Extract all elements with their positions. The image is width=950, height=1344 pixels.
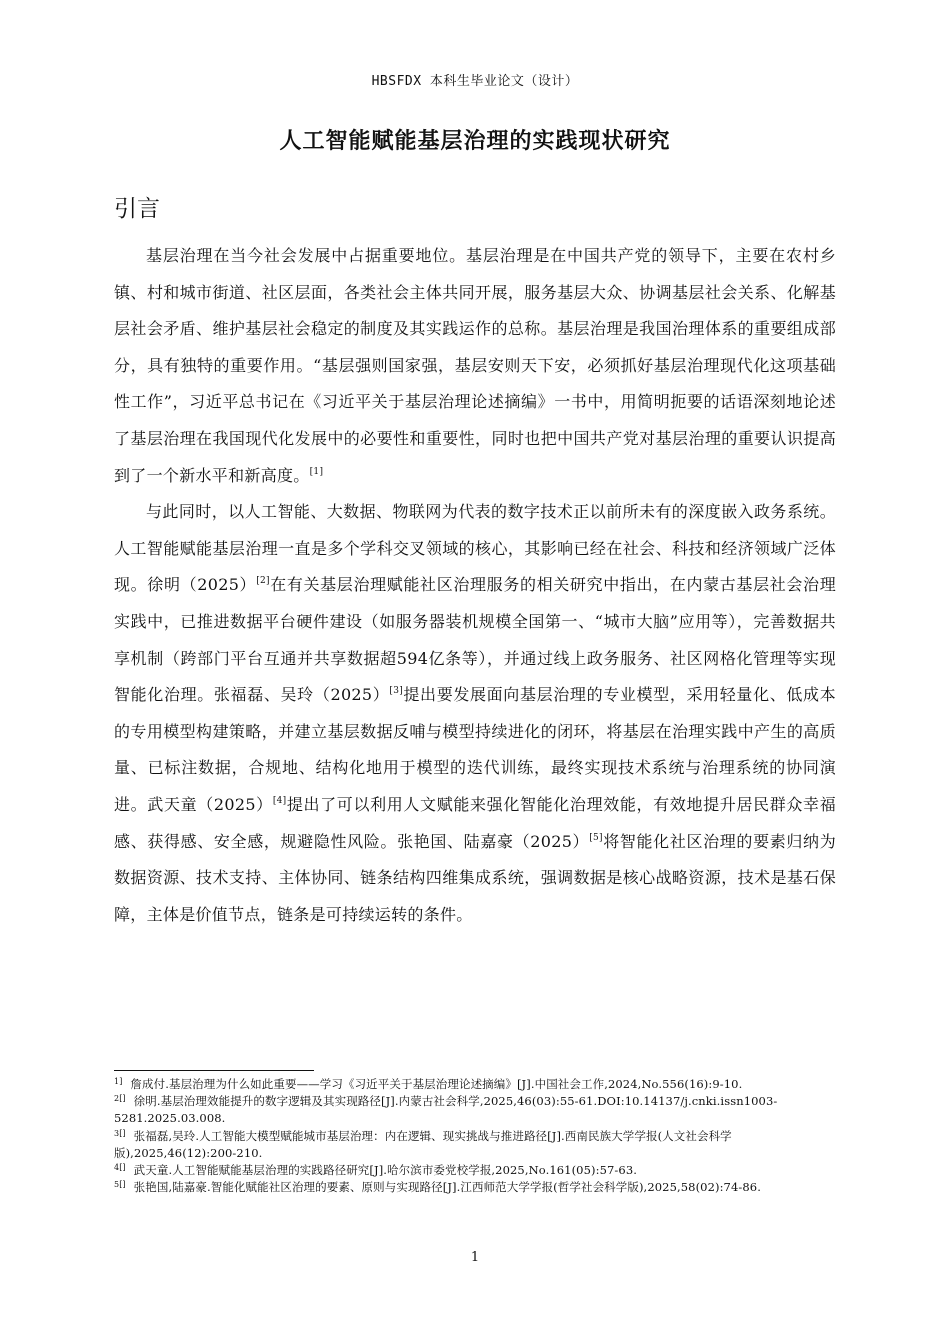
paragraph-2-segment-5: 将智能化社区治理的要素归纳为数据资源、技术支持、主体协同、链条结构四维集成系统，强调数据是核心战略资源，技术是基石保障，主体是价值节点，链条是可持续运转的条件。 [114,831,836,924]
citation-3: [3] [389,686,404,697]
footnote-4 [114,1162,836,1179]
citation-5: [5] [589,832,603,843]
footnote-5-text: 张艳国,陆嘉豪.智能化赋能社区治理的要素、原则与实现路径[J].江西师范大学学报(哲学社会科学版),2025,58(02):74-86. [133,1180,761,1195]
paragraph-2-segment-4: 提出了可以利用人文赋能来强化智能化治理效能，有效地提升居民群众幸福感、获得感、安全感，规避隐性风险。张艳国、陆嘉豪（2025） [114,794,836,851]
footnote-separator [114,1070,314,1071]
paragraph-2-segment-2: 在有关基层治理赋能社区治理服务的相关研究中指出，在内蒙古基层社会治理实践中，已推进数据平台硬件建设（如服务器装机规模全国第一、“城市大脑”应用等），完善数据共享机制（跨部门平台互通并共享数据超594亿条等），并通过线上政务服务、社区网格化管理等实现智能化治理。张福磊、吴玲（2025） [114,575,836,705]
footnote-2-text: 徐明.基层治理效能提升的数字逻辑及其实现路径[J].内蒙古社会科学,2025,46(03):55-61.DOI:10.14137/j.cnki.issn1003-5281.2025.03.008. [114,1094,778,1126]
paragraph-2-segment-3: 提出要发展面向基层治理的专业模型，采用轻量化、低成本的专用模型构建策略，并建立基层数据反哺与模型持续进化的闭环，将基层在治理实践中产生的高质量、已标注数据，合规地、结构化地用于模型的迭代训练，最终实现技术系统与治理系统的协同演进。武天童（2025） [114,685,836,814]
paragraph-1 [114,238,836,494]
footnote-3-mark: 3[] [114,1128,126,1138]
section-heading-introduction: 引言 [114,196,160,222]
footnote-1 [114,1076,836,1093]
footnote-2 [114,1093,836,1127]
citation-2: [2] [256,576,270,587]
paragraph-2-segment-1: 与此同时，以人工智能、大数据、物联网为代表的数字技术正以前所未有的深度嵌入政务系统。人工智能赋能基层治理一直是多个学科交叉领域的核心，其影响已经在社会、科技和经济领域广泛体现。徐明（2025） [114,502,836,595]
page-number: 1 [470,1250,480,1265]
footnote-2-mark: 2[] [114,1094,126,1104]
running-header: HBSFDX 本科生毕业论文（设计） [371,74,579,89]
footnote-4-text: 武天童.人工智能赋能基层治理的实践路径研究[J].哈尔滨市委党校学报,2025,No.161(05):57-63. [133,1163,637,1178]
paragraph-1-text: 基层治理在当今社会发展中占据重要地位。基层治理是在中国共产党的领导下，主要在农村乡镇、村和城市街道、社区层面，各类社会主体共同开展，服务基层大众、协调基层社会关系、化解基层社会矛盾、维护基层社会稳定的制度及其实践运作的总称。基层治理是我国治理体系的重要组成部分，具有独特的重要作用。“基层强则国家强，基层安则天下安，必须抓好基层治理现代化这项基础性工作”，习近平总书记在《习近平关于基层治理论述摘编》一书中，用简明扼要的话语深刻地论述了基层治理在我国现代化发展中的必要性和重要性，同时也把中国共产党对基层治理的重要认识提高到了一个新水平和新高度。 [114,246,836,485]
paper-title: 人工智能赋能基层治理的实践现状研究 [279,129,671,154]
footnote-3-text: 张福磊,吴玲.人工智能大模型赋能城市基层治理：内在逻辑、现实挑战与推进路径[J].西南民族大学学报(人文社会科学版),2025,46(12):200-210. [114,1128,732,1160]
citation-1: [1] [309,466,324,477]
body-text [114,238,836,933]
footnote-3 [114,1128,836,1162]
footnote-1-text: 詹成付.基层治理为什么如此重要——学习《习近平关于基层治理论述摘编》[J].中国社会工作,2024,No.556(16):9-10. [130,1077,743,1091]
paragraph-2 [114,494,836,933]
footnote-5 [114,1179,836,1196]
footnote-1-mark: 1] [114,1077,123,1086]
footnote-5-mark: 5[] [114,1180,126,1190]
citation-4: [4] [272,795,287,806]
footnotes [114,1076,836,1196]
footnote-4-mark: 4[] [114,1163,126,1173]
